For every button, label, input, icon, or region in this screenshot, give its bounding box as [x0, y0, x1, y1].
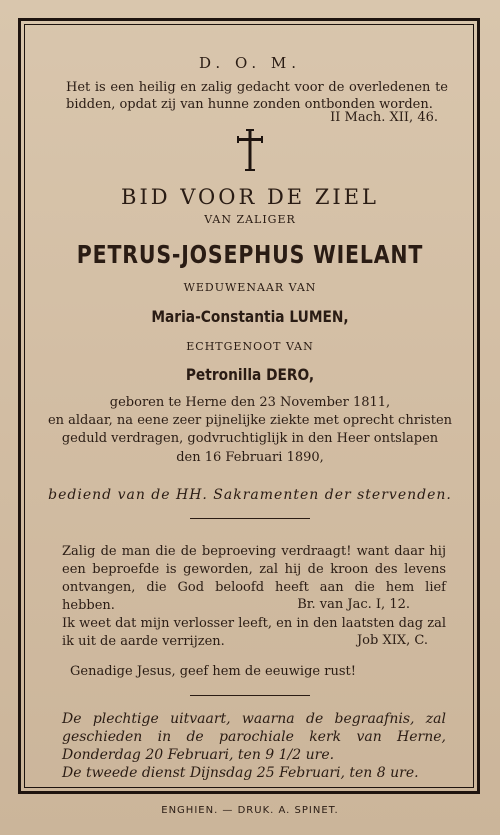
- zaliger-label: VAN ZALIGER: [204, 213, 296, 226]
- verse-prayer: Genadige Jesus, geef hem de eeuwige rust!: [70, 664, 356, 679]
- printer-credit: ENGHIEN. — DRUK. A. SPINET.: [161, 805, 339, 816]
- verse-james: Zalig de man die de beproeving verdraagt! want daar hij een beproefde is geworden, zal hij de kroon des levens ontvangen, die God beloofd heeft aan die hem lief hebben.: [62, 544, 446, 613]
- verse-job: Ik weet dat mijn verlosser leeft, en in den laatsten dag zal ik uit de aarde verrijzen.: [62, 616, 446, 649]
- death-date: den 16 Februari 1890,: [176, 450, 324, 465]
- dom-heading: D. O. M.: [198, 54, 302, 72]
- divider-2: [190, 695, 310, 696]
- second-spouse-name: Petronilla DERO,: [185, 365, 315, 384]
- cross-icon: [0, 128, 500, 176]
- birth-line: geboren te Herne den 23 November 1811,: [109, 395, 391, 410]
- funeral-notice: [62, 710, 446, 782]
- intro-reference: II Mach. XII, 46.: [330, 110, 438, 125]
- death-line-1: en aldaar, na eene zeer pijnelijke ziekte met oprecht christen: [47, 413, 453, 428]
- spouse-label: ECHTGENOOT VAN: [186, 340, 314, 353]
- widower-label: WEDUWENAAR VAN: [183, 281, 317, 294]
- verse-job-reference: Job XIX, C.: [356, 633, 428, 648]
- intro-text: Het is een heilig en zalig gedacht voor de overledenen te bidden, opdat zij van hunne zonden ontbonden worden.: [66, 80, 448, 112]
- sacraments-line: bediend van de HH. Sakramenten der stervenden.: [48, 487, 452, 503]
- prayer-heading: BID VOOR DE ZIEL: [121, 185, 379, 209]
- verse-james-reference: Br. van Jac. I, 12.: [297, 597, 410, 612]
- death-line-2: geduld verdragen, godvruchtiglijk in den Heer ontslapen: [61, 431, 439, 446]
- funeral-line-2: De tweede dienst Dijnsdag 25 Februari, ten 8 ure.: [62, 765, 419, 781]
- first-spouse-name: Maria-Constantia LUMEN,: [151, 307, 349, 326]
- funeral-line-1: De plechtige uitvaart, waarna de begraafnis, zal geschieden in de parochiale kerk van Herne, Donderdag 20 Februari, ten 9 1/2 ure.: [62, 711, 446, 763]
- divider-1: [190, 518, 310, 519]
- deceased-name: PETRUS-JOSEPHUS WIELANT: [76, 240, 424, 269]
